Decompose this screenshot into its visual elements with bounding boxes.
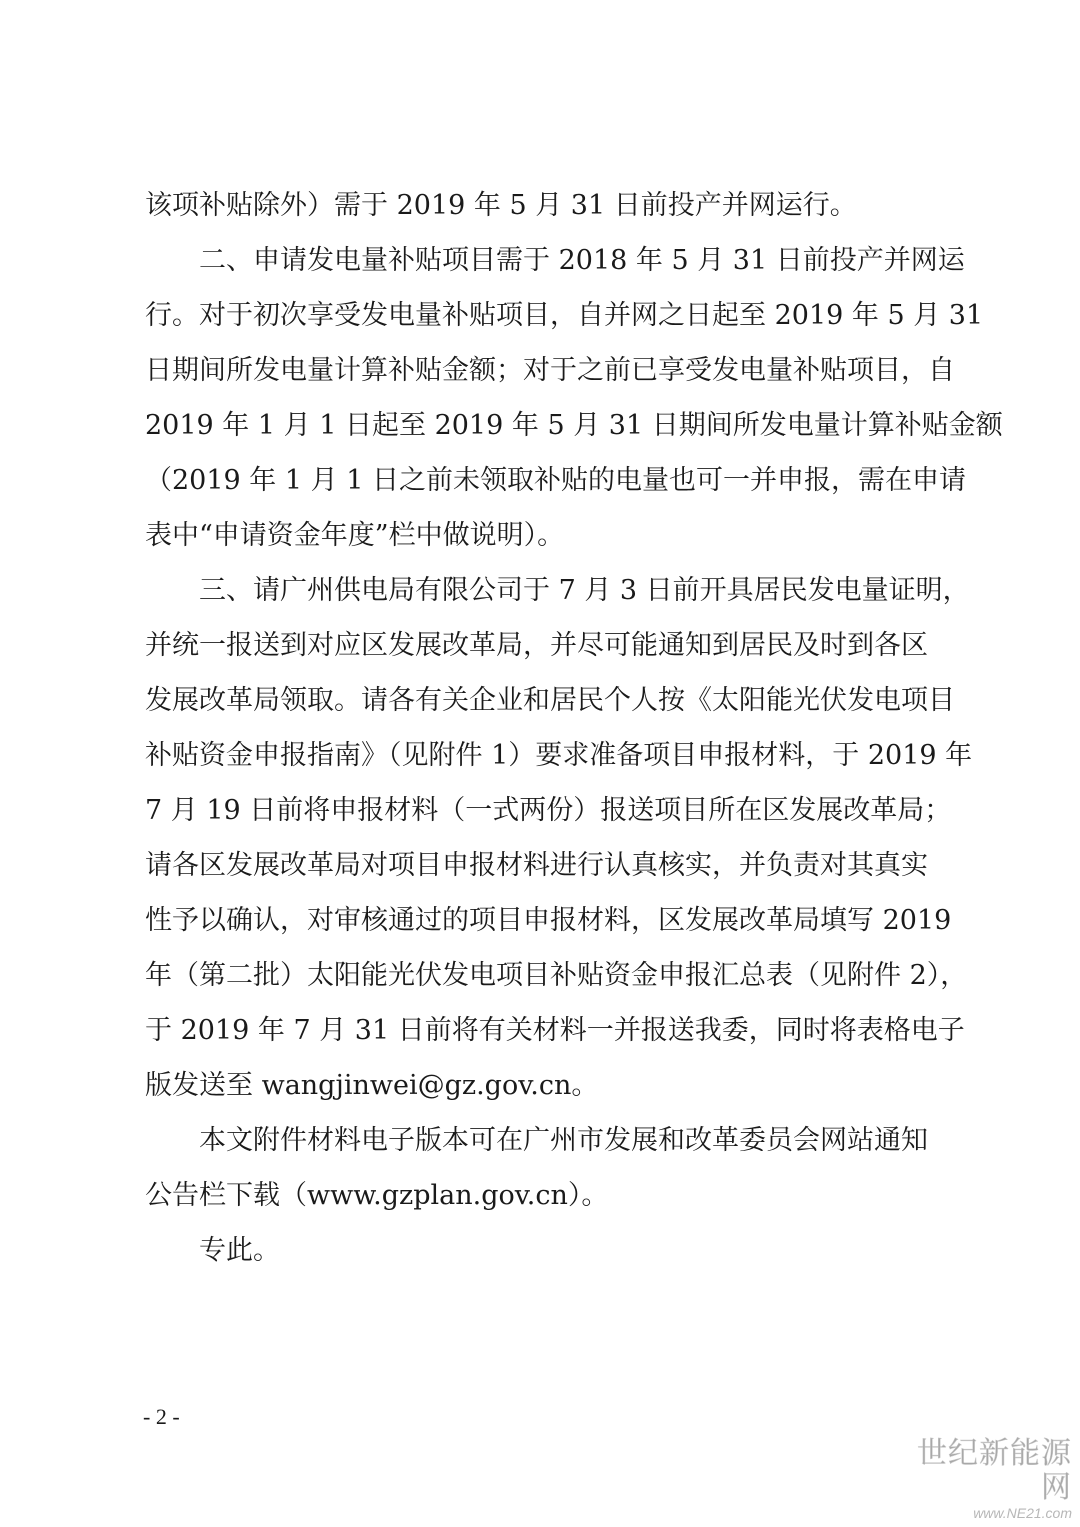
- text-line: 该项补贴除外）需于 2019 年 5 月 31 日前投产并网运行。: [145, 190, 857, 221]
- text-line: 日期间所发电量计算补贴金额；对于之前已享受发电量补贴项目，自: [145, 355, 955, 386]
- watermark-url: www.NE21.com: [973, 1505, 1072, 1521]
- text-line: 请各区发展改革局对项目申报材料进行认真核实，并负责对其真实: [145, 850, 928, 881]
- text-line: 发展改革局领取。请各有关企业和居民个人按《太阳能光伏发电项目: [145, 685, 955, 716]
- text-line: 版发送至 wangjinwei@gz.gov.cn。: [145, 1070, 599, 1101]
- text-line: 专此。: [145, 1235, 280, 1266]
- text-line: 并统一报送到对应区发展改革局，并尽可能通知到居民及时到各区: [145, 630, 928, 661]
- text-line: 本文附件材料电子版本可在广州市发展和改革委员会网站通知: [145, 1125, 928, 1156]
- text-line: 行。对于初次享受发电量补贴项目，自并网之日起至 2019 年 5 月 31: [145, 300, 984, 331]
- text-line: 于 2019 年 7 月 31 日前将有关材料一并报送我委，同时将表格电子: [145, 1015, 965, 1046]
- text-line: （2019 年 1 月 1 日之前未领取补贴的电量也可一并申报，需在申请: [145, 465, 966, 496]
- text-line: 性予以确认，对审核通过的项目申报材料，区发展改革局填写 2019: [145, 905, 952, 936]
- text-line: 2019 年 1 月 1 日起至 2019 年 5 月 31 日期间所发电量计算补贴金额: [145, 410, 1003, 441]
- text-line: 三、请广州供电局有限公司于 7 月 3 日前开具居民发电量证明，: [145, 575, 970, 606]
- watermark-title: 世纪新能源网: [917, 1436, 1072, 1505]
- text-line: 补贴资金申报指南》（见附件 1）要求准备项目申报材料，于 2019 年: [145, 740, 973, 771]
- text-line: 二、申请发电量补贴项目需于 2018 年 5 月 31 日前投产并网运: [145, 245, 965, 276]
- text-line: 表中“申请资金年度”栏中做说明）。: [145, 520, 565, 551]
- text-line: 年（第二批）太阳能光伏发电项目补贴资金申报汇总表（见附件 2），: [145, 960, 968, 991]
- text-line: 7 月 19 日前将申报材料（一式两份）报送项目所在区发展改革局；: [145, 795, 952, 826]
- text-line: 公告栏下载（www.gzplan.gov.cn）。: [145, 1180, 609, 1211]
- site-watermark: [912, 1437, 1072, 1521]
- page-number: - 2 -: [143, 1404, 180, 1429]
